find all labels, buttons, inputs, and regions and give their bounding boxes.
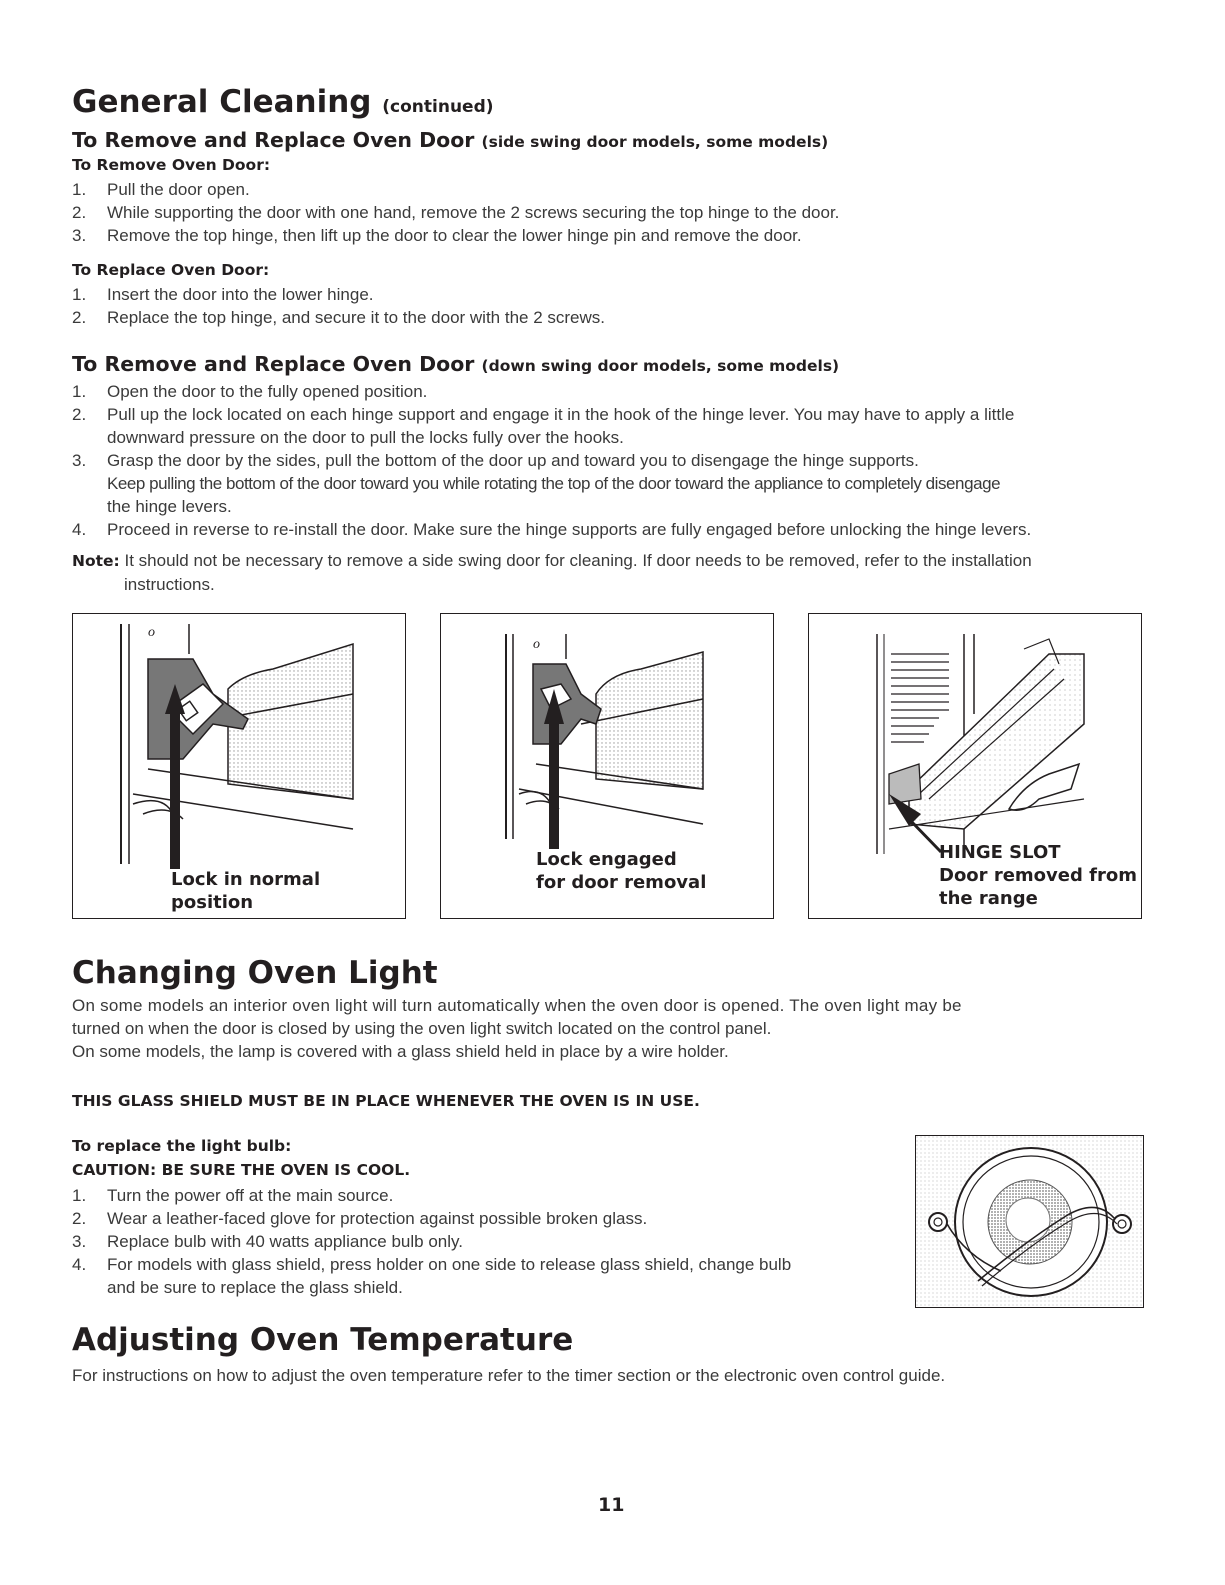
step-text: While supporting the door with one hand, remove the 2 screws securing the top hinge to the door. (107, 203, 840, 222)
list-item (72, 283, 1152, 306)
light-bulb-shield-illustration (916, 1136, 1143, 1307)
replace-bulb-heading: To replace the light bulb: (72, 1137, 292, 1155)
step-text: Proceed in reverse to re-install the door. Make sure the hinge supports are fully engaged before unlocking the hinge levers. (107, 520, 1032, 539)
list-item (72, 518, 1152, 541)
fig1-caption (171, 868, 320, 914)
step-number: 2. (72, 405, 87, 424)
step-text: Replace the top hinge, and secure it to the door with the 2 screws. (107, 308, 606, 327)
step-text: Turn the power off at the main source. (107, 1186, 394, 1205)
list-item (72, 201, 1152, 224)
remove-door-steps (72, 178, 1152, 247)
step-text: Open the door to the fully opened position. (107, 382, 428, 401)
step-number: 1. (72, 1186, 87, 1205)
fig1-label-o: o (148, 625, 155, 640)
step-text: Remove the top hinge, then lift up the door to clear the lower hinge pin and remove the door. (107, 226, 802, 245)
step-text: Pull the door open. (107, 180, 250, 199)
step-text: and be sure to replace the glass shield. (107, 1278, 403, 1297)
oven-temperature-title: Adjusting Oven Temperature (72, 1322, 574, 1358)
down-swing-heading-suffix: (down swing door models, some models) (481, 357, 840, 375)
step-text: Wear a leather-faced glove for protection against possible broken glass. (107, 1209, 648, 1228)
list-item (72, 403, 1152, 449)
page-title-suffix: (continued) (382, 97, 494, 117)
note-text: instructions. (124, 575, 215, 594)
fig1-caption-line: position (171, 892, 254, 913)
list-item (72, 178, 1152, 201)
fig2-label-o: o (533, 637, 540, 652)
remove-door-subheading: To Remove Oven Door: (72, 156, 271, 174)
step-text: downward pressure on the door to pull the locks fully over the hooks. (107, 428, 624, 447)
fig3-caption-line: HINGE SLOT (939, 842, 1061, 863)
step-number: 3. (72, 1232, 87, 1251)
step-text: Keep pulling the bottom of the door toward you while rotating the top of the door toward the appliance to completely disengage (107, 474, 1001, 493)
side-swing-heading (72, 128, 828, 152)
replace-door-steps (72, 283, 1152, 329)
step-text: Grasp the door by the sides, pull the bottom of the door up and toward you to disengage the hinge supports. (107, 451, 919, 470)
figure-hinge-slot (808, 613, 1142, 919)
figure-lock-engaged (440, 613, 774, 919)
fig2-caption-line: Lock engaged (536, 849, 677, 870)
note (72, 549, 1152, 596)
step-text: Pull up the lock located on each hinge support and engage it in the hook of the hinge lever. You may have to apply a little (107, 405, 1015, 424)
fig2-caption-line: for door removal (536, 872, 707, 893)
fig3-caption (939, 841, 1137, 910)
step-number: 1. (72, 382, 87, 401)
list-item (72, 224, 1152, 247)
step-number: 1. (72, 285, 87, 304)
step-number: 2. (72, 308, 87, 327)
side-swing-heading-text: To Remove and Replace Oven Door (72, 128, 475, 152)
fig3-caption-line: Door removed from (939, 865, 1137, 886)
step-number: 3. (72, 451, 87, 470)
down-swing-heading (72, 352, 839, 376)
page-title (72, 84, 494, 120)
replace-bulb-steps (72, 1184, 912, 1299)
side-swing-heading-suffix: (side swing door models, some models) (481, 133, 829, 151)
note-text: It should not be necessary to remove a side swing door for cleaning. If door needs to be removed, refer to the installation (124, 551, 1032, 570)
paragraph-line: On some models, the lamp is covered with a glass shield held in place by a wire holder. (72, 1042, 729, 1061)
fig2-caption (536, 848, 706, 894)
step-number: 2. (72, 203, 87, 222)
down-swing-heading-text: To Remove and Replace Oven Door (72, 352, 475, 376)
list-item (72, 1207, 912, 1230)
oven-temperature-text: For instructions on how to adjust the oven temperature refer to the timer section or the electronic oven control guide. (72, 1366, 946, 1385)
list-item (72, 306, 1152, 329)
replace-door-subheading: To Replace Oven Door: (72, 261, 270, 279)
list-item (72, 449, 1152, 518)
step-number: 4. (72, 1255, 87, 1274)
paragraph-line: On some models an interior oven light will turn automatically when the oven door is opened. The oven light may be (72, 996, 962, 1015)
list-item (72, 1253, 912, 1299)
caution-text: CAUTION: BE SURE THE OVEN IS COOL. (72, 1161, 411, 1179)
step-text: Replace bulb with 40 watts appliance bulb only. (107, 1232, 463, 1251)
step-number: 1. (72, 180, 87, 199)
paragraph-line: turned on when the door is closed by using the oven light switch located on the control panel. (72, 1019, 772, 1038)
list-item (72, 1230, 912, 1253)
list-item (72, 1184, 912, 1207)
fig3-caption-line: the range (939, 888, 1038, 909)
oven-light-paragraph (72, 994, 1152, 1063)
step-text: the hinge levers. (107, 497, 232, 516)
step-text: Insert the door into the lower hinge. (107, 285, 374, 304)
oven-light-title: Changing Oven Light (72, 955, 438, 991)
figure-lock-normal (72, 613, 406, 919)
glass-shield-warning: THIS GLASS SHIELD MUST BE IN PLACE WHENEVER THE OVEN IS IN USE. (72, 1092, 700, 1110)
step-number: 2. (72, 1209, 87, 1228)
list-item (72, 380, 1152, 403)
note-label: Note: (72, 552, 120, 570)
step-number: 4. (72, 520, 87, 539)
page-title-text: General Cleaning (72, 84, 372, 120)
page-number: 11 (598, 1494, 625, 1516)
step-number: 3. (72, 226, 87, 245)
figure-light-bulb (915, 1135, 1144, 1308)
fig1-caption-line: Lock in normal (171, 869, 321, 890)
step-text: For models with glass shield, press holder on one side to release glass shield, change bulb (107, 1255, 792, 1274)
down-swing-steps (72, 380, 1152, 541)
